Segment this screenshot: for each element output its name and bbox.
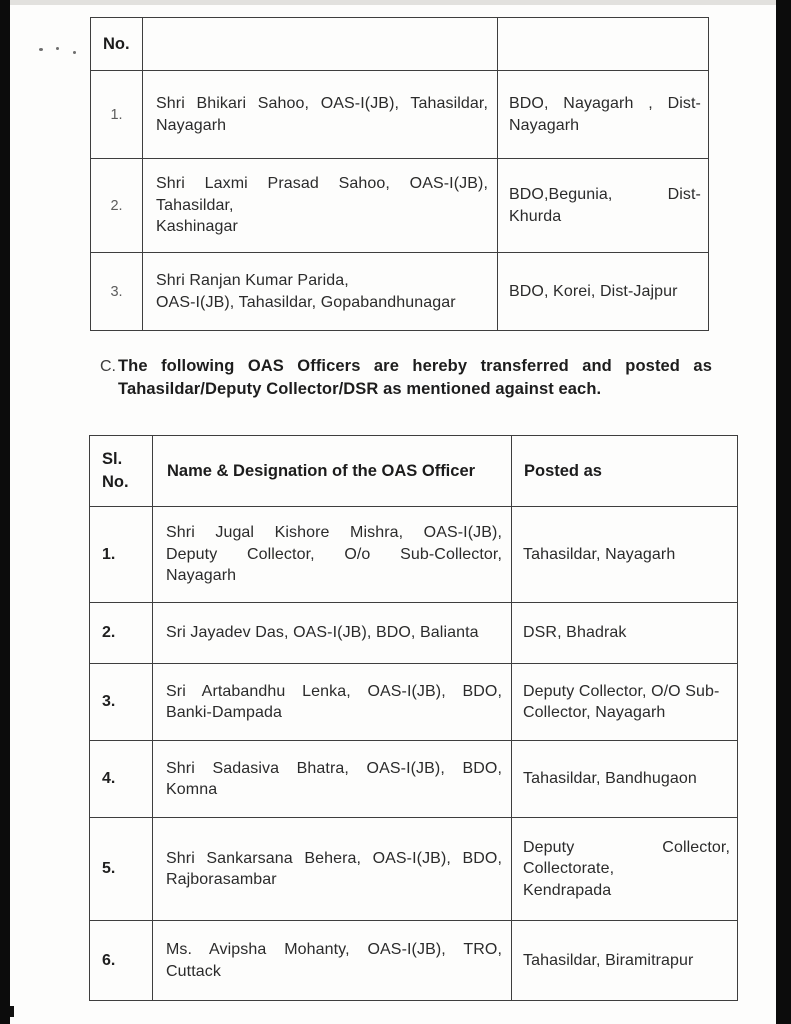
posted-as-cell <box>512 818 738 921</box>
row-number-cell: 1. <box>90 507 153 603</box>
transfer-table-continued <box>90 17 709 331</box>
text-line: Tahasildar, Bandhugaon <box>523 770 697 788</box>
text-line: Deputy Collector, O/O Sub- <box>523 682 720 700</box>
section-c-label: C. <box>100 358 116 375</box>
text-line: Tahasildar, Biramitrapur <box>523 951 694 969</box>
row-number-cell: 4. <box>90 741 153 818</box>
text-line: Komna <box>166 781 218 798</box>
text-line: The following OAS Officers are hereby transferred and posted as <box>118 357 712 375</box>
officer-name-cell <box>153 921 512 1001</box>
header-cell-no: No. <box>91 18 143 71</box>
table-row <box>91 159 709 253</box>
posted-as-cell <box>512 603 738 664</box>
text-line: Kendrapada <box>523 881 612 899</box>
text-line: Shri Bhikari Sahoo, OAS-I(JB), Tahasildar, <box>156 95 488 112</box>
text-line: Khurda <box>509 207 562 225</box>
text-line: Deputy Collector, O/o Sub-Collector, <box>166 545 502 563</box>
posted-as-cell <box>512 664 738 741</box>
section-c-heading <box>100 355 712 401</box>
text-line: Deputy Collector, <box>523 838 730 856</box>
section-c-text <box>118 355 712 401</box>
text-line: Shri Sankarsana Behera, OAS-I(JB), BDO, <box>166 849 502 867</box>
row-number-cell: 2. <box>90 603 153 664</box>
scan-speck <box>39 48 43 51</box>
text-line: Sri Artabandhu Lenka, OAS-I(JB), BDO, <box>166 682 502 700</box>
row-number-cell: 6. <box>90 921 153 1001</box>
table-row <box>90 507 738 603</box>
text-line: Shri Sadasiva Bhatra, OAS-I(JB), BDO, <box>166 759 502 777</box>
header-cell-name <box>143 18 498 71</box>
table-row <box>90 741 738 818</box>
header-cell-posted: Posted as <box>512 436 738 507</box>
scan-speck <box>73 51 76 54</box>
posted-as-cell <box>498 253 709 331</box>
officer-name-cell <box>143 159 498 253</box>
text-line: Shri Jugal Kishore Mishra, OAS-I(JB), <box>166 524 502 542</box>
posted-as-cell <box>512 741 738 818</box>
scan-speck <box>56 47 59 50</box>
posted-as-cell <box>512 921 738 1001</box>
scan-right-edge <box>776 0 791 1024</box>
text-line: Collector, Nayagarh <box>523 704 666 721</box>
text-line: BDO,Begunia, Dist- <box>509 186 701 203</box>
officer-name-cell <box>153 507 512 603</box>
header-cell-name: Name & Designation of the OAS Officer <box>153 436 512 507</box>
row-number-cell: 1. <box>91 71 143 159</box>
text-line: DSR, Bhadrak <box>523 624 627 642</box>
text-line: Rajborasambar <box>166 871 277 888</box>
text-line: No. <box>102 473 129 491</box>
row-number-cell: 5. <box>90 818 153 921</box>
text-line: Tahasildar/Deputy Collector/DSR as mentioned against each. <box>118 380 602 398</box>
posted-as-cell <box>498 159 709 253</box>
officer-name-cell <box>143 253 498 331</box>
officer-name-cell <box>143 71 498 159</box>
scan-left-edge <box>0 0 10 1024</box>
text-line: Ms. Avipsha Mohanty, OAS-I(JB), TRO, <box>166 941 502 958</box>
posted-as-cell <box>512 507 738 603</box>
table-header-row <box>90 436 738 507</box>
text-line: Shri Ranjan Kumar Parida, <box>156 272 349 289</box>
text-line: Tahasildar, Nayagarh <box>523 545 676 563</box>
row-number-cell: 3. <box>90 664 153 741</box>
officer-name-cell <box>153 741 512 818</box>
text-line: Shri Laxmi Prasad Sahoo, OAS-I(JB), <box>156 175 488 193</box>
officer-name-cell <box>153 664 512 741</box>
text-line: Kashinagar <box>156 218 238 236</box>
row-number-cell: 3. <box>91 253 143 331</box>
posted-as-cell <box>498 71 709 159</box>
table-header-row <box>91 18 709 71</box>
row-number-cell: 2. <box>91 159 143 253</box>
text-line: Nayagarh <box>509 116 580 134</box>
text-line: Nayagarh <box>156 116 227 134</box>
text-line: Cuttack <box>166 962 221 980</box>
text-line: OAS-I(JB), Tahasildar, Gopabandhunagar <box>156 293 456 311</box>
text-line: Collectorate, <box>523 860 615 878</box>
table-row <box>91 71 709 159</box>
table-row <box>91 253 709 331</box>
header-cell-sl-no <box>90 436 153 507</box>
header-cell-posted <box>498 18 709 71</box>
text-line: BDO, Nayagarh , Dist- <box>509 95 701 112</box>
text-line: Sri Jayadev Das, OAS-I(JB), BDO, Balianta <box>166 624 479 642</box>
table-row <box>90 603 738 664</box>
text-line: Tahasildar, <box>156 196 234 214</box>
transfer-table-section-c <box>89 435 738 1001</box>
table-row <box>90 921 738 1001</box>
scan-top-shade <box>10 0 776 5</box>
text-line: Nayagarh <box>166 567 237 585</box>
text-line: Sl. <box>102 450 123 468</box>
table-row <box>90 818 738 921</box>
text-line: Banki-Dampada <box>166 704 283 721</box>
text-line: BDO, Korei, Dist-Jajpur <box>509 282 678 300</box>
officer-name-cell <box>153 818 512 921</box>
officer-name-cell <box>153 603 512 664</box>
table-row <box>90 664 738 741</box>
